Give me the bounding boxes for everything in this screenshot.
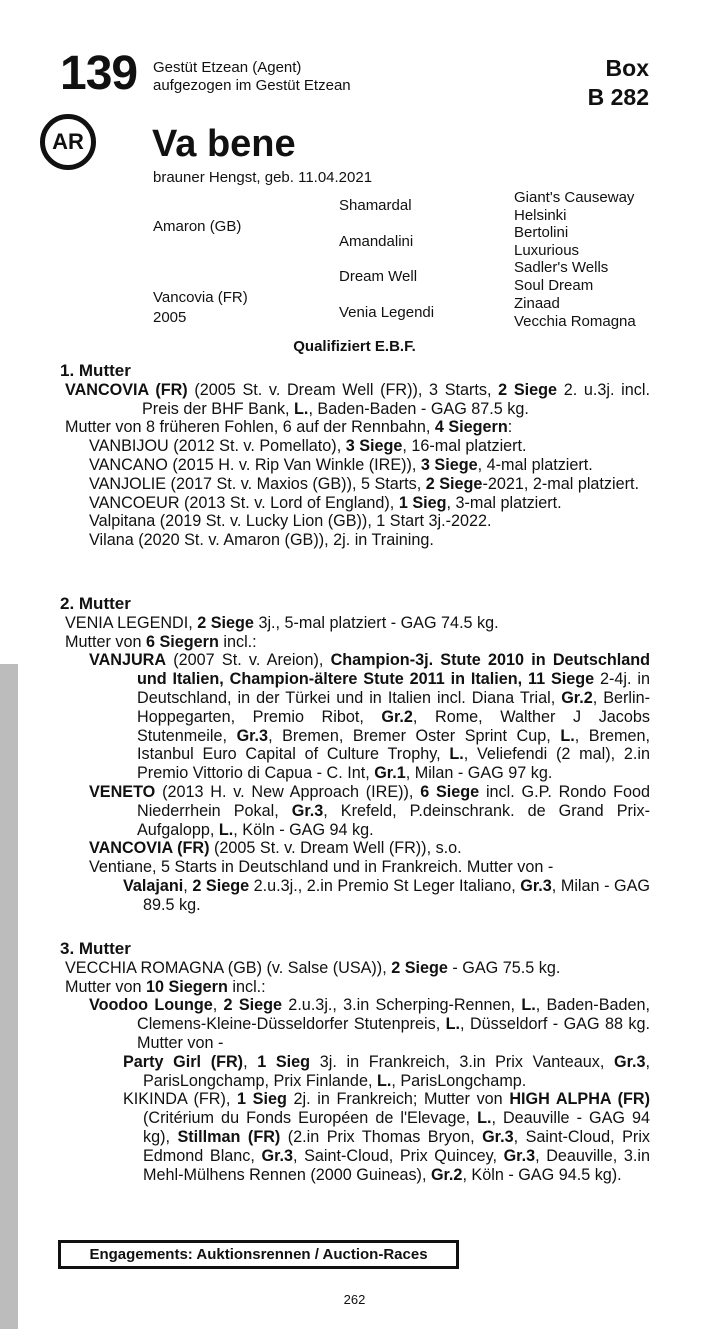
text: , Saint-Cloud, Prix Quincey, [293, 1146, 504, 1165]
offspring: Valpitana (2019 St. v. Lucky Lion (GB)), 1 Start 3j.-2022. [89, 512, 492, 531]
offspring [60, 494, 650, 513]
section-first-dam [60, 362, 650, 550]
page-number: 262 [343, 1292, 366, 1307]
grand-offspring [60, 877, 650, 915]
text: , Milan - GAG 97 kg. [405, 764, 553, 783]
lot-number: 139 [60, 47, 138, 100]
text: , [243, 1052, 258, 1071]
grade: Gr.2 [430, 1165, 463, 1184]
grade: Gr.3 [291, 801, 324, 820]
offspring [60, 839, 650, 858]
grade: Gr.2 [381, 707, 413, 726]
wins: 1 Sieg [398, 493, 447, 512]
page-edge-marker [0, 664, 18, 1329]
text: Mutter von [65, 632, 146, 651]
wins: 2 Siege [197, 613, 254, 632]
text: , Rome, Walther J Jacobs Stutenmeile, [137, 707, 650, 745]
pedigree-ggp: Luxurious [514, 242, 580, 259]
text: incl.: [227, 977, 266, 996]
auction-race-badge [40, 114, 96, 170]
pedigree-sire: Amaron (GB) [153, 218, 242, 235]
grade: L. [477, 1109, 492, 1128]
pedigree-ggp: Bertolini [514, 224, 569, 241]
badge-text: AR [52, 129, 84, 154]
pedigree-dam-year: 2005 [153, 309, 187, 326]
offspring [60, 783, 650, 839]
grand-offspring [60, 1090, 650, 1184]
grade: L. [449, 745, 464, 764]
offspring: Ventiane, 5 Starts in Deutschland und in Frankreich. Mutter von - [89, 858, 554, 877]
section-title: 2. Mutter [60, 594, 131, 613]
text: incl.: [218, 632, 257, 651]
text: , Krefeld, P.deinschrank. de Grand Prix-Aufgalopp, [137, 801, 650, 839]
text: Mutter von [65, 977, 146, 996]
pedigree-ggp: Giant's Causeway [514, 189, 635, 206]
engagements-box [58, 1240, 459, 1269]
text: 3j., 5-mal platziert - GAG 74.5 kg. [253, 613, 499, 632]
horse-name: Va bene [152, 123, 296, 165]
text: , Baden-Baden, Clemens-Kleine-Düsseldorfer Stutenpreis, [137, 996, 650, 1034]
box-label [588, 54, 649, 112]
text: 2. u.3j. incl. Preis der BHF Bank, [142, 380, 650, 418]
grade: Gr.3 [520, 876, 552, 895]
offspring-name: VENETO [89, 782, 156, 801]
qualification: Qualifiziert E.B.F. [293, 338, 416, 355]
text: (2007 St. v. Areion), [166, 651, 331, 670]
wins: 2 Siege [223, 996, 283, 1015]
offspring-name: Party Girl (FR) [123, 1052, 244, 1071]
text: KIKINDA (FR), [123, 1090, 238, 1109]
text: , [212, 996, 224, 1015]
grand-offspring [60, 1053, 650, 1091]
text: VANBIJOU (2012 St. v. Pomellato), [89, 437, 346, 456]
text: , Saint-Cloud, Prix Edmond Blanc, [143, 1127, 651, 1165]
pedigree-ggp: Vecchia Romagna [514, 313, 636, 330]
text: Mutter von 8 früheren Fohlen, 6 auf der Rennbahn, [65, 418, 435, 437]
winners: 10 Siegern [145, 977, 228, 996]
text: , Bremen, Istanbul Euro Capital of Culture Trophy, [137, 726, 650, 764]
text: (2005 St. v. Dream Well (FR)), 3 Starts, [187, 380, 499, 399]
dam-name: VANCOVIA (FR) [65, 380, 188, 399]
grade: Gr.3 [482, 1127, 514, 1146]
text: , [183, 876, 193, 895]
text: 3j. in Frankreich, 3.in Prix Vanteaux, [310, 1052, 615, 1071]
section-title: 1. Mutter [60, 361, 131, 380]
pedigree-ggp: Soul Dream [514, 277, 594, 294]
section-third-dam [60, 940, 650, 1184]
offspring-name: Valajani [123, 876, 184, 895]
wins: 3 Siege [345, 437, 403, 456]
pedigree-ggp: Zinaad [514, 295, 560, 312]
wins: 1 Sieg [257, 1052, 311, 1071]
wins: 6 Siege [420, 782, 480, 801]
text: VANCANO (2015 H. v. Rip Van Winkle (IRE)), [89, 455, 421, 474]
engagements-text: Engagements: Auktionsrennen / Auction-Races [89, 1246, 428, 1263]
offspring [60, 996, 650, 1052]
text: 2j. in Frankreich; Mutter von [286, 1090, 510, 1109]
text: , Veliefendi (2 mal), 2.in Premio Vittorio di Capua - C. Int, [137, 745, 650, 783]
grade: L. [294, 399, 309, 418]
text: : [507, 418, 513, 437]
grade: Gr.3 [236, 726, 269, 745]
champion-title: Champion-3j. Stute 2010 in Deutschland und Italien, Champion-ältere Stute 2011 in Italien, 11 Siege [137, 651, 650, 689]
text: 2-4j. in Deutschland, in der Türkei und in Italien incl. Diana Trial, [137, 670, 650, 707]
box-number: B 282 [587, 84, 649, 110]
text: (2013 H. v. New Approach (IRE)), [155, 782, 421, 801]
text: , Köln - GAG 94 kg. [233, 820, 374, 839]
text: VECCHIA ROMAGNA (GB) (v. Salse (USA)), [65, 958, 392, 977]
offspring [60, 651, 650, 783]
pedigree-ggp: Sadler's Wells [514, 259, 609, 276]
text: (2005 St. v. Dream Well (FR)), s.o. [209, 839, 462, 858]
box-title: Box [605, 55, 649, 81]
produce-summary [60, 418, 650, 437]
text: VANJOLIE (2017 St. v. Maxios (GB)), 5 Starts, [89, 474, 426, 493]
text: , 3-mal platziert. [446, 493, 562, 512]
dam-record [60, 381, 650, 419]
offspring [60, 437, 650, 456]
dam-record [60, 959, 650, 978]
text: , ParisLongchamp. [391, 1071, 527, 1090]
pedigree-ggp: Helsinki [514, 207, 567, 224]
produce-summary [60, 978, 650, 997]
offspring-name: VANCOVIA (FR) [89, 839, 210, 858]
wins: 1 Sieg [237, 1090, 287, 1109]
text: (2.in Prix Thomas Bryon, [280, 1127, 483, 1146]
breeder-info [153, 59, 351, 95]
text: incl. G.P. Rondo Food Niederrhein Pokal, [137, 782, 650, 820]
section-title: 3. Mutter [60, 939, 131, 958]
text: , Köln - GAG 94.5 kg). [462, 1165, 622, 1184]
winners: 4 Siegern [434, 418, 508, 437]
offspring: Vilana (2020 St. v. Amaron (GB)), 2j. in Training. [89, 531, 434, 550]
text: , Bremen, Bremer Oster Sprint Cup, [268, 726, 561, 745]
produce-summary [60, 633, 650, 652]
grade: L. [376, 1071, 392, 1090]
offspring [60, 475, 650, 494]
text: , Milan - GAG 89.5 kg. [143, 876, 650, 914]
pedigree-dam: Vancovia (FR) [153, 289, 248, 306]
grade: Gr.1 [374, 764, 406, 783]
text: 2.u.3j., 3.in Scherping-Rennen, [282, 996, 522, 1015]
grade: Gr.3 [261, 1146, 294, 1165]
grade: Gr.3 [614, 1052, 646, 1071]
text: VANCOEUR (2013 St. v. Lord of England), [89, 493, 399, 512]
text: -2021, 2-mal platziert. [482, 474, 640, 493]
grade: Gr.3 [503, 1146, 536, 1165]
wins: 2 Siege [498, 380, 558, 399]
text: , ParisLongchamp, Prix Finlande, [143, 1052, 651, 1090]
text: , Baden-Baden - GAG 87.5 kg. [308, 399, 529, 418]
text: 2.u.3j., 2.in Premio St Leger Italiano, [249, 876, 521, 895]
section-second-dam [60, 595, 650, 915]
wins: 2 Siege [391, 958, 448, 977]
pedigree-gp: Shamardal [339, 197, 412, 214]
pedigree-gp: Amandalini [339, 233, 414, 250]
pedigree-gp: Venia Legendi [339, 304, 435, 321]
dam-record [60, 614, 650, 633]
horse-description: brauner Hengst, geb. 11.04.2021 [153, 169, 373, 186]
wins: 2 Siege [425, 474, 483, 493]
text: - GAG 75.5 kg. [447, 958, 561, 977]
winners: 6 Siegern [145, 632, 219, 651]
text: , Deauville, 3.in Mehl-Mülhens Rennen (2000 Guineas), [143, 1146, 650, 1184]
text: , Deauville - GAG 94 kg), [143, 1109, 650, 1146]
pedigree-gp: Dream Well [339, 268, 418, 285]
offspring-name: HIGH ALPHA (FR) [509, 1090, 650, 1109]
text: , Düsseldorf - GAG 88 kg. Mutter von - [137, 1015, 651, 1052]
offspring [60, 456, 650, 475]
grade: L. [560, 726, 575, 745]
breeder-agent: Gestüt Etzean (Agent) [153, 59, 302, 76]
wins: 2 Siege [192, 876, 250, 895]
text: VENIA LEGENDI, [65, 613, 198, 632]
wins: 3 Siege [420, 455, 478, 474]
offspring-name: VANJURA [89, 651, 167, 670]
breeder-raised: aufgezogen im Gestüt Etzean [153, 77, 351, 94]
grade: L. [521, 996, 536, 1015]
grade: Gr.2 [561, 688, 593, 707]
text: (Critérium du Fonds Européen de l'Elevage, [143, 1109, 478, 1128]
grade: L. [445, 1015, 461, 1034]
text: , 4-mal platziert. [477, 455, 593, 474]
offspring-name: Stillman (FR) [177, 1127, 281, 1146]
grade: L. [218, 820, 234, 839]
text: , Berlin-Hoppegarten, Premio Ribot, [137, 688, 650, 726]
text: , 16-mal platziert. [402, 437, 527, 456]
offspring-name: Voodoo Lounge [89, 996, 213, 1015]
